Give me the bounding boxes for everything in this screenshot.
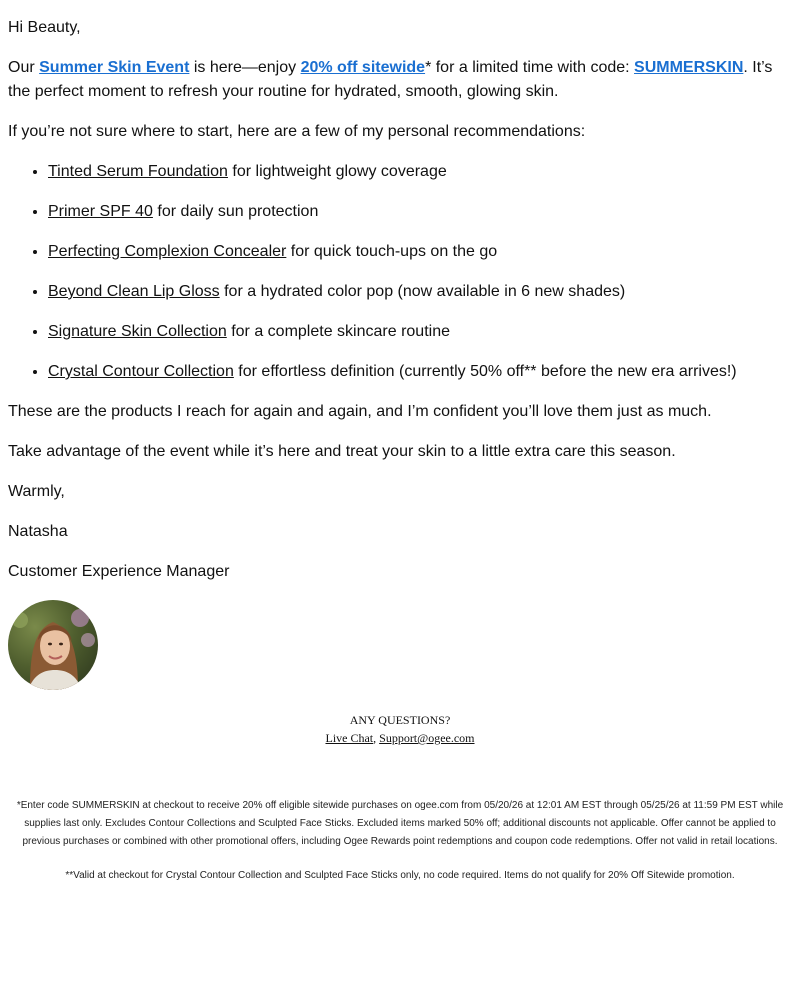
signer-title: Customer Experience Manager — [8, 563, 230, 580]
recommend-intro: If you’re not sure where to start, here are a few of my personal recommendations: — [8, 123, 586, 140]
avatar — [8, 600, 98, 690]
product-link-primer-spf-40[interactable]: Primer SPF 40 — [48, 203, 153, 220]
product-desc: for daily sun protection — [152, 203, 319, 220]
list-item — [48, 280, 784, 304]
sitewide-offer-link[interactable]: 20% off sitewide — [300, 59, 426, 76]
any-questions-heading: ANY QUESTIONS? — [349, 713, 451, 727]
support-email-link[interactable]: Support@ogee.com — [379, 731, 475, 745]
list-item — [48, 240, 784, 264]
support-separator: , — [373, 731, 380, 745]
intro-paragraph — [8, 56, 784, 104]
list-item — [48, 160, 784, 184]
intro-suffix: . It’s the perfect moment to refresh your routine for hydrated, smooth, glowing skin. — [8, 59, 773, 100]
product-link-lip-gloss[interactable]: Beyond Clean Lip Gloss — [48, 283, 220, 300]
signoff: Warmly, — [8, 483, 65, 500]
list-item — [48, 320, 784, 344]
footnote-sitewide-offer: *Enter code SUMMERSKIN at checkout to receive 20% off eligible sitewide purchases on ogee.com from 05/20/26 at 12:01 AM EST through 05/25/26 at 11:59 PM EST while supplies last only. Excludes Contour Collections and Sculpted Face Sticks. Excluded items marked 50% off; additional discounts not applicable. Offer cannot be applied to previous purchases or combined with other promotional offers, including Ogee Rewards point redemptions and coupon code redemptions. Offer not valid in retail locations. — [16, 800, 784, 847]
list-item — [48, 360, 784, 384]
intro-mid2: * for a limited time with code: — [425, 59, 635, 76]
email-body — [8, 16, 784, 600]
product-link-signature-skin-collection[interactable]: Signature Skin Collection — [48, 323, 227, 340]
product-link-perfecting-concealer[interactable]: Perfecting Complexion Concealer — [48, 243, 287, 260]
product-link-crystal-contour-collection[interactable]: Crystal Contour Collection — [48, 363, 234, 380]
product-desc: for quick touch-ups on the go — [286, 243, 498, 260]
signer-name: Natasha — [8, 523, 68, 540]
list-item — [48, 200, 784, 224]
intro-mid1: is here—enjoy — [189, 59, 301, 76]
greeting: Hi Beauty, — [8, 19, 81, 36]
product-link-tinted-serum-foundation[interactable]: Tinted Serum Foundation — [48, 163, 228, 180]
support-block — [0, 711, 800, 747]
product-desc: for lightweight glowy coverage — [227, 163, 447, 180]
promo-code-link[interactable]: SUMMERSKIN — [634, 59, 744, 76]
support-links — [0, 729, 800, 747]
closing-paragraph-1: These are the products I reach for again and again, and I’m confident you’ll love them just as much. — [8, 403, 712, 420]
live-chat-link[interactable]: Live Chat — [325, 731, 374, 745]
product-list — [8, 160, 784, 384]
summer-skin-event-link[interactable]: Summer Skin Event — [39, 59, 190, 76]
product-desc: for a complete skincare routine — [226, 323, 450, 340]
product-desc: for a hydrated color pop (now available in 6 new shades) — [219, 283, 626, 300]
avatar-photo-icon — [8, 600, 98, 690]
footnote-contour-offer: **Valid at checkout for Crystal Contour Collection and Sculpted Face Sticks only, no code required. Items do not qualify for 20% Off Sitewide promotion. — [65, 870, 735, 881]
product-desc: for effortless definition (currently 50% off** before the new era arrives!) — [233, 363, 737, 380]
closing-paragraph-2: Take advantage of the event while it’s here and treat your skin to a little extra care this season. — [8, 443, 676, 460]
intro-prefix: Our — [8, 59, 40, 76]
